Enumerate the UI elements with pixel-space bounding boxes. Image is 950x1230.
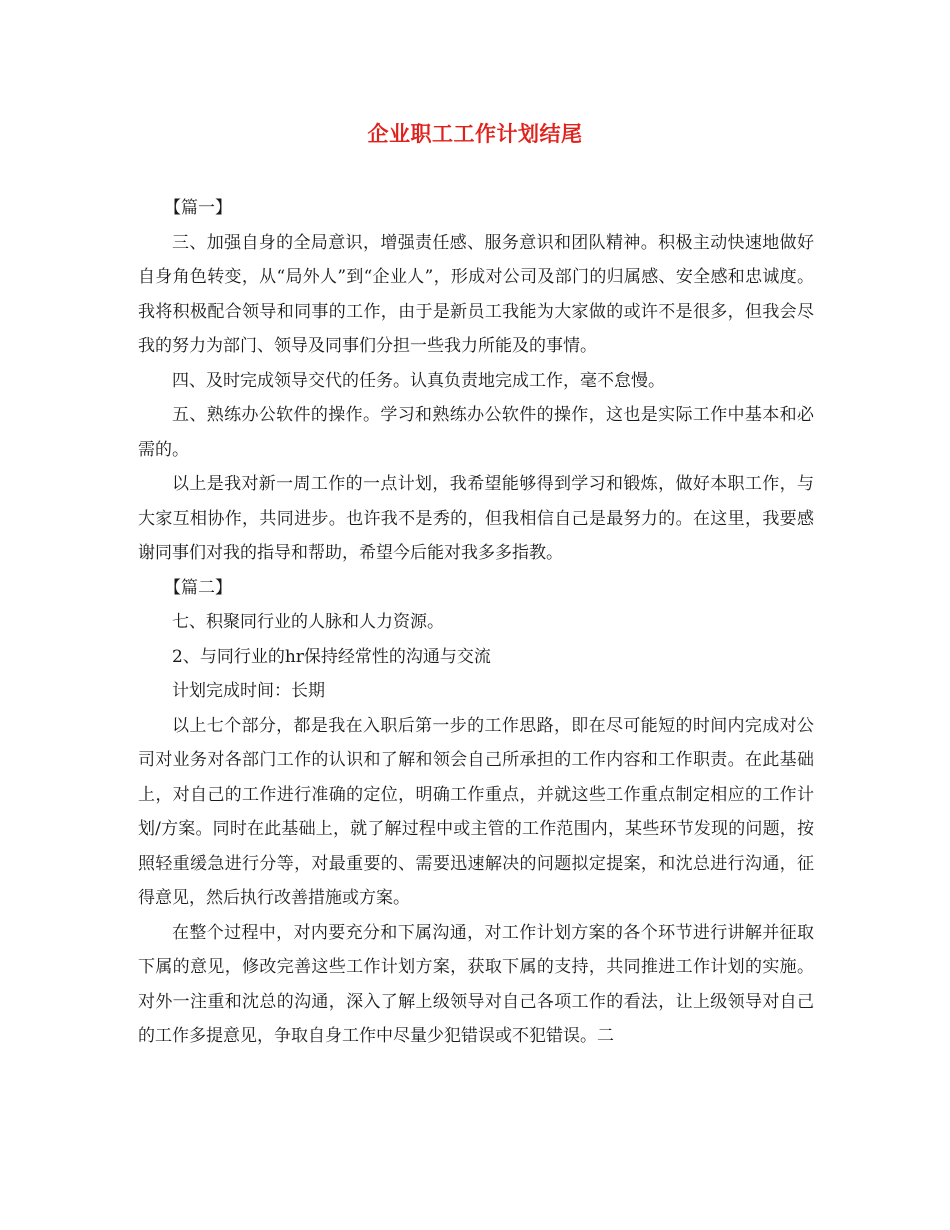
- paragraph: 三、加强自身的全局意识，增强责任感、服务意识和团队精神。积极主动快速地做好自身角色转变，从“局外人”到“企业人”，形成对公司及部门的归属感、安全感和忠诚度。我将积极配合领导和同事的工作，由于是新员工我能为大家做的或许不是很多，但我会尽我的努力为部门、领导及同事们分担一些我力所能及的事情。: [138, 232, 814, 356]
- section-heading-2: 【篇二】: [164, 577, 232, 598]
- paragraph: 以上七个部分，都是我在入职后第一步的工作思路，即在尽可能短的时间内完成对公司对业务对各部门工作的认识和了解和领会自己所承担的工作内容和工作职责。在此基础上，对自己的工作进行准确的定位，明确工作重点，并就这些工作重点制定相应的工作计划/方案。同时在此基础上，就了解过程中或主管的工作范围内，某些环节发现的问题，按照轻重缓急进行分等，对最重要的、需要迅速解决的问题拟定提案，和沈总进行沟通，征得意见，然后执行改善措施或方案。: [138, 715, 814, 908]
- page-title: 企业职工工作计划结尾: [367, 121, 583, 146]
- paragraph: 七、积聚同行业的人脉和人力资源。: [172, 612, 444, 632]
- paragraph: 计划完成时间：长期: [172, 681, 325, 701]
- paragraph: 四、及时完成领导交代的任务。认真负责地完成工作，毫不怠慢。: [172, 370, 665, 391]
- paragraph: 五、熟练办公软件的操作。学习和熟练办公软件的操作，这也是实际工作中基本和必需的。: [138, 405, 814, 460]
- document-body: [138, 191, 814, 1054]
- section-heading-1: 【篇一】: [164, 198, 232, 218]
- paragraph: 在整个过程中，对内要充分和下属沟通，对工作计划方案的各个环节进行讲解并征取下属的意见，修改完善这些工作计划方案，获取下属的支持，共同推进工作计划的实施。对外一注重和沈总的沟通，深入了解上级领导对自己各项工作的看法，让上级领导对自己的工作多提意见，争取自身工作中尽量少犯错误或不犯错误。二: [138, 922, 814, 1046]
- paragraph: 以上是我对新一周工作的一点计划，我希望能够得到学习和锻炼，做好本职工作，与大家互相协作，共同进步。也许我不是秀的，但我相信自己是最努力的。在这里，我要感谢同事们对我的指导和帮助，希望今后能对我多多指教。: [138, 474, 814, 563]
- paragraph: 2、与同行业的hr保持经常性的沟通与交流: [172, 646, 491, 667]
